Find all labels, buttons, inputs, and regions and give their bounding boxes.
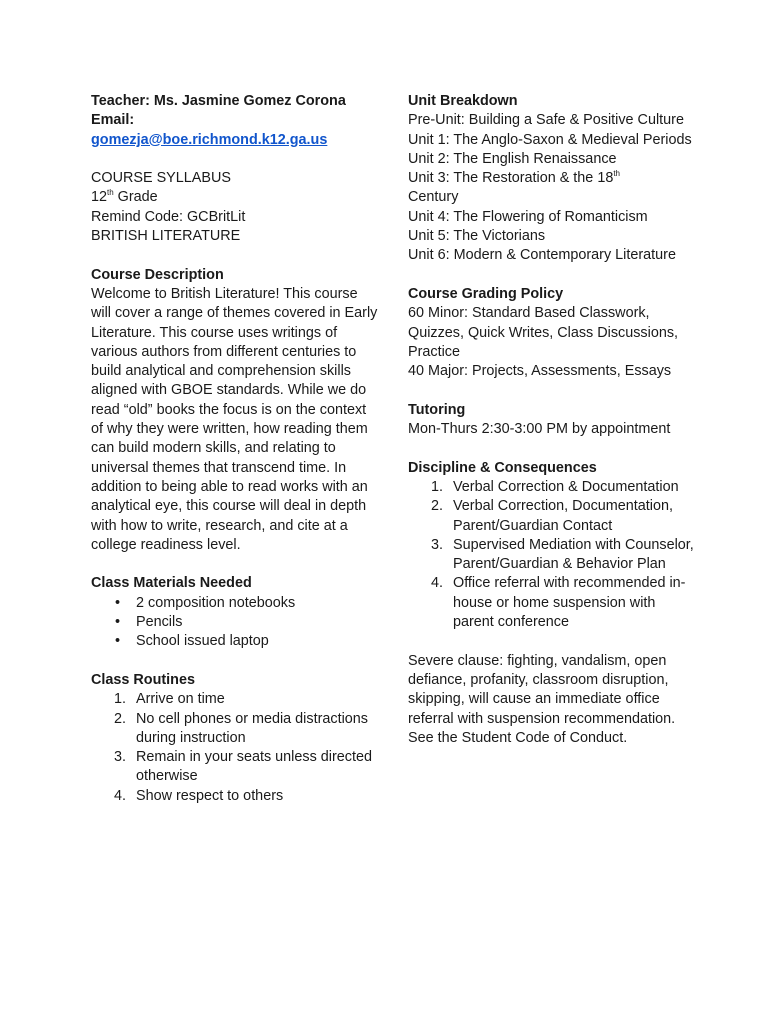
list-text: Supervised Mediation with Counselor, Parent/Guardian & Behavior Plan (453, 536, 694, 573)
list-text: Verbal Correction & Documentation (453, 478, 679, 495)
routines-heading: Class Routines (91, 671, 195, 688)
email-link[interactable]: gomezja@boe.richmond.k12.ga.us (91, 131, 328, 148)
grading-heading: Course Grading Policy (408, 285, 564, 302)
materials-list (91, 594, 381, 652)
list-number: 1. (114, 691, 127, 708)
discipline-heading: Discipline & Consequences (408, 459, 597, 476)
list-number: 4. (431, 575, 444, 592)
list-item: • School issued laptop (91, 632, 381, 651)
unit-3-suffix: th (613, 169, 620, 179)
list-number: 1. (431, 478, 444, 495)
list-item (91, 787, 381, 806)
list-number: 4. (114, 787, 127, 804)
unit-6: Unit 6: Modern & Contemporary Literature (408, 247, 676, 264)
grade-suffix: th (107, 188, 114, 198)
list-item (408, 478, 698, 497)
list-text: No cell phones or media distractions during instruction (136, 710, 368, 746)
materials-heading: Class Materials Needed (91, 575, 252, 592)
unit-2: Unit 2: The English Renaissance (408, 150, 617, 167)
tutoring-heading: Tutoring (408, 401, 466, 418)
list-item (408, 574, 698, 632)
remind-code: Remind Code: GCBritLit (91, 208, 246, 225)
course-description-heading: Course Description (91, 266, 224, 283)
list-text: Arrive on time (136, 691, 225, 708)
grading-major: 40 Major: Projects, Assessments, Essays (408, 363, 672, 380)
unit-3-century: Century (408, 189, 459, 206)
unit-pre: Pre-Unit: Building a Safe & Positive Culture (408, 112, 684, 129)
email-label: Email: (91, 112, 135, 129)
teacher-name: Teacher: Ms. Jasmine Gomez Corona (91, 93, 346, 109)
routines-list (91, 690, 381, 806)
severe-clause: Severe clause: fighting, vandalism, open defiance, profanity, classroom disruption, skipping, will cause an immediate office referral with suspension recommendation. See the Student Code of Conduct. (408, 652, 676, 746)
list-item: • 2 composition notebooks (91, 594, 381, 613)
list-item: • Pencils (91, 613, 381, 632)
list-text: Remain in your seats unless directed otherwise (136, 749, 372, 785)
tutoring-text: Mon-Thurs 2:30-3:00 PM by appointment (408, 421, 671, 438)
grade-word: Grade (113, 189, 158, 206)
list-number: 2. (114, 710, 127, 727)
list-text: Verbal Correction, Documentation, Parent/Guardian Contact (453, 498, 673, 534)
list-item (408, 536, 698, 575)
unit-5: Unit 5: The Victorians (408, 228, 546, 245)
discipline-list (408, 478, 698, 632)
grade-level (91, 188, 381, 207)
course-syllabus-label: COURSE SYLLABUS (91, 170, 231, 187)
left-column (91, 92, 381, 806)
list-number: 3. (431, 536, 444, 553)
unit-4: Unit 4: The Flowering of Romanticism (408, 208, 648, 225)
unit-3 (408, 169, 698, 208)
course-description-text: Welcome to British Literature! This course will cover a range of themes covered in Early Literature. This course uses writings of various authors from different centuries to build analytical and comprehension skills aligned with GBOE standards. While we do read “old” books the focus is on the context of why they were written, how reading them can build modern skills, and relating to universal themes that transcend time. In addition to being able to read works with an analytical eye, this course will deal in depth with how to write, research, and cite at a college readiness level. (91, 285, 378, 553)
list-text: Office referral with recommended in-house or home suspension with parent conference (453, 575, 686, 631)
list-item (91, 710, 381, 749)
list-item (91, 748, 381, 787)
list-number: 2. (431, 498, 444, 515)
list-text: Show respect to others (136, 787, 284, 804)
grade-number: 12 (91, 189, 108, 206)
course-name: BRITISH LITERATURE (91, 228, 241, 245)
unit-1: Unit 1: The Anglo-Saxon & Medieval Periods (408, 131, 692, 148)
unit-3-text: Unit 3: The Restoration & the 18 (408, 170, 614, 187)
right-column (408, 92, 698, 748)
list-item (408, 497, 698, 536)
list-number: 3. (114, 749, 127, 766)
unit-breakdown-heading: Unit Breakdown (408, 93, 518, 109)
grading-minor: 60 Minor: Standard Based Classwork, Quizzes, Quick Writes, Class Discussions, Practice (408, 305, 679, 360)
list-item (91, 690, 381, 709)
